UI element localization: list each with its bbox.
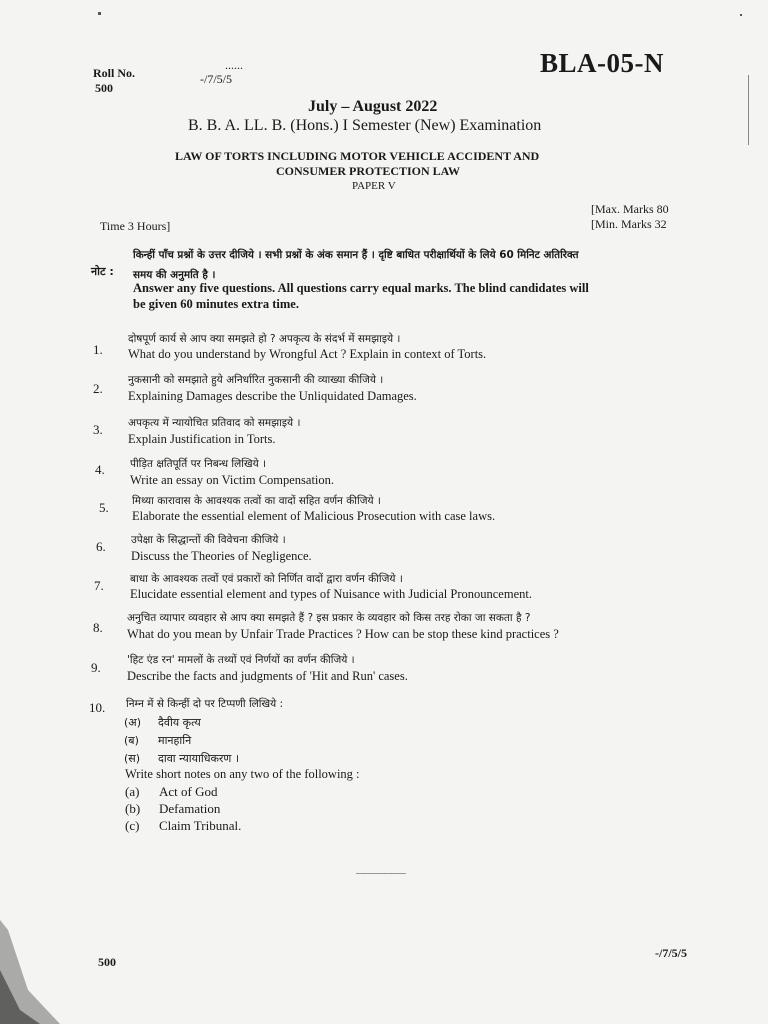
q10-hindi-item-text: दैवीय कृत्य bbox=[158, 716, 201, 729]
note-hindi-line2: समय की अनुमति है । bbox=[133, 269, 216, 281]
question-hindi: उपेक्षा के सिद्धान्तों की विवेचना कीजिये । bbox=[131, 534, 286, 546]
question-number: 2. bbox=[93, 381, 103, 396]
q10-english-item-text: Claim Tribunal. bbox=[159, 818, 242, 833]
q10-hindi-item-text: दावा न्यायाधिकरण । bbox=[158, 752, 240, 765]
question-hindi: नुकसानी को समझाते हुये अनिर्धारित नुकसानी की व्याख्या कीजिये । bbox=[128, 374, 384, 386]
q10-english-item bbox=[125, 784, 218, 800]
question-english: Elucidate essential element and types of Nuisance with Judicial Pronouncement. bbox=[130, 587, 532, 601]
footer-code-right: -/7/5/5 bbox=[655, 946, 687, 960]
min-marks: [Min. Marks 32 bbox=[591, 217, 667, 231]
question-english: Write short notes on any two of the following : bbox=[125, 767, 360, 781]
question-number: 4. bbox=[95, 462, 105, 477]
note-english-line2: be given 60 minutes extra time. bbox=[133, 297, 299, 311]
question-number: 6. bbox=[96, 539, 106, 554]
roll-no-label: Roll No. bbox=[93, 66, 135, 80]
note-hindi-line1: किन्हीं पाँच प्रश्नों के उत्तर दीजिये । सभी प्रश्नों के अंक समान हैं । दृष्टि बाधित परीक्षार्थियों के लिये 60 मिनिट अतिरिक्त bbox=[133, 249, 579, 261]
question-hindi: पीड़ित क्षतिपूर्ति पर निबन्ध लिखिये । bbox=[130, 458, 266, 470]
subject-title-line1: LAW OF TORTS INCLUDING MOTOR VEHICLE ACCIDENT AND bbox=[175, 149, 540, 163]
scan-mark bbox=[98, 12, 101, 15]
question-english: Write an essay on Victim Compensation. bbox=[130, 473, 335, 487]
code-left-top: 500 bbox=[95, 81, 113, 95]
question-english: Elaborate the essential element of Malicious Prosecution with case laws. bbox=[132, 509, 496, 523]
end-of-paper-mark: ——————— bbox=[356, 868, 405, 877]
footer-code-left: 500 bbox=[98, 955, 116, 969]
question-number: 10. bbox=[89, 700, 106, 715]
question-number: 7. bbox=[94, 578, 104, 593]
question-hindi: अपकृत्य में न्यायोचित प्रतिवाद को समझाइये । bbox=[128, 417, 301, 429]
question-number: 8. bbox=[93, 620, 103, 635]
scan-corner-shadow bbox=[0, 900, 70, 1024]
question-hindi: दोषपूर्ण कार्य से आप क्या समझते हो ? अपकृत्य के संदर्भ में समझाइये । bbox=[128, 333, 401, 345]
exam-title: B. B. A. LL. B. (Hons.) I Semester (New) Examination bbox=[188, 117, 542, 134]
paper-code: BLA-05-N bbox=[540, 48, 664, 78]
q10-english-item-label: (c) bbox=[125, 818, 140, 833]
scan-edge-line bbox=[748, 75, 749, 145]
question-hindi: 'हिट एंड रन' मामलों के तथ्यों एवं निर्णयों का वर्णन कीजिये । bbox=[127, 654, 355, 666]
question-english: What do you mean by Unfair Trade Practices ? How can be stop these kind practices ? bbox=[127, 627, 559, 641]
q10-english-item bbox=[125, 818, 241, 834]
q10-english-item-label: (b) bbox=[125, 801, 141, 816]
question-english: Explain Justification in Torts. bbox=[128, 432, 276, 446]
question-hindi: बाधा के आवश्यक तत्वों एवं प्रकारों को निर्णित वादों द्वारा वर्णन कीजिये । bbox=[130, 573, 403, 585]
q10-hindi-item bbox=[124, 715, 201, 730]
q10-hindi-item bbox=[124, 751, 239, 766]
q10-hindi-item bbox=[124, 733, 191, 748]
q10-hindi-item-label: (स) bbox=[124, 752, 141, 765]
question-number: 5. bbox=[99, 500, 109, 515]
note-english-line1: Answer any five questions. All questions carry equal marks. The blind candidates will bbox=[133, 281, 589, 295]
question-english: What do you understand by Wrongful Act ? Explain in context of Torts. bbox=[128, 347, 487, 361]
paper-number: PAPER V bbox=[352, 180, 396, 192]
q10-hindi-item-label: (ब) bbox=[124, 734, 139, 747]
q10-english-item-label: (a) bbox=[125, 784, 140, 799]
question-number: 3. bbox=[93, 422, 103, 437]
q10-hindi-item-label: (अ) bbox=[124, 716, 141, 729]
q10-english-item-text: Defamation bbox=[159, 801, 221, 816]
max-marks: [Max. Marks 80 bbox=[591, 202, 669, 216]
question-number: 9. bbox=[91, 660, 101, 675]
roll-no-dots: ...... bbox=[225, 58, 243, 72]
question-english: Explaining Damages describe the Unliquidated Damages. bbox=[128, 389, 417, 403]
question-number: 1. bbox=[93, 342, 103, 357]
exam-session: July – August 2022 bbox=[308, 98, 438, 115]
time-allowed: Time 3 Hours] bbox=[100, 219, 171, 233]
question-english: Discuss the Theories of Negligence. bbox=[131, 549, 312, 563]
question-hindi: मिथ्या कारावास के आवश्यक तत्वों का वादों सहित वर्णन कीजिये । bbox=[132, 495, 381, 507]
question-hindi: निम्न में से किन्हीं दो पर टिप्पणी लिखिये : bbox=[126, 698, 284, 710]
scan-mark bbox=[740, 14, 742, 16]
question-hindi: अनुचित व्यापार व्यवहार से आप क्या समझते हैं ? इस प्रकार के व्यवहार को किस तरह रोका जा सकता है ? bbox=[127, 612, 531, 624]
q10-english-item bbox=[125, 801, 220, 817]
question-english: Describe the facts and judgments of 'Hit and Run' cases. bbox=[127, 669, 408, 683]
q10-hindi-item-text: मानहानि bbox=[158, 734, 192, 747]
ref-code-top: -/7/5/5 bbox=[200, 72, 232, 86]
q10-english-item-text: Act of God bbox=[159, 784, 218, 799]
subject-title-line2: CONSUMER PROTECTION LAW bbox=[276, 164, 461, 178]
note-label: नोट : bbox=[91, 265, 114, 278]
